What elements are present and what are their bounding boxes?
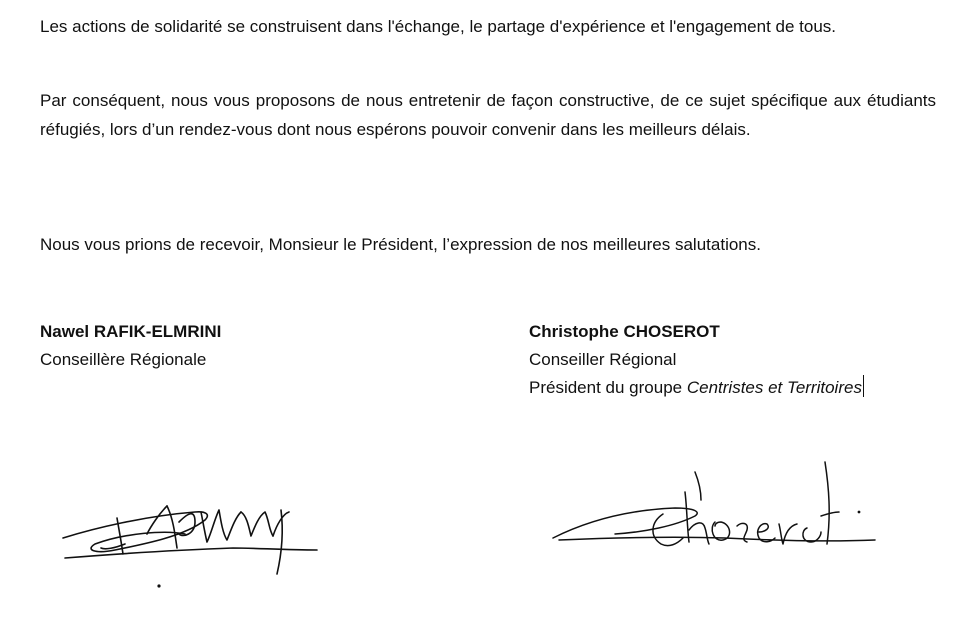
signatory-left-title: Conseillère Régionale bbox=[40, 350, 207, 369]
signatory-right-title: Conseiller Régional bbox=[529, 350, 677, 369]
paragraph-solidarity: Les actions de solidarité se construisent dans l'échange, le partage d'expérience et l'engagement de tous. bbox=[40, 17, 837, 36]
handwritten-signature-right bbox=[545, 452, 895, 562]
text-cursor bbox=[863, 375, 864, 397]
signatory-right-group-name: Centristes et Territoires bbox=[686, 378, 862, 397]
signatory-left-name: Nawel RAFIK-ELMRINI bbox=[40, 322, 222, 341]
handwritten-signature-left bbox=[55, 478, 335, 598]
signatory-right-block bbox=[529, 318, 864, 402]
signatory-right-name: Christophe CHOSEROT bbox=[529, 322, 720, 341]
paragraph-meeting-proposal: Par conséquent, nous vous proposons de nous entretenir de façon constructive, de ce sujet spécifique aux étudiants réfugiés, lors d’un rendez-vous dont nous espérons pouvoir convenir dans les meilleurs délais. bbox=[40, 91, 936, 139]
paragraph-closing-salutation: Nous vous prions de recevoir, Monsieur le Président, l’expression de nos meilleures salutations. bbox=[40, 235, 761, 254]
signatory-left-block bbox=[40, 318, 221, 374]
signatory-right-role bbox=[529, 374, 864, 402]
signatory-right-role-prefix: Président du groupe bbox=[529, 378, 687, 397]
